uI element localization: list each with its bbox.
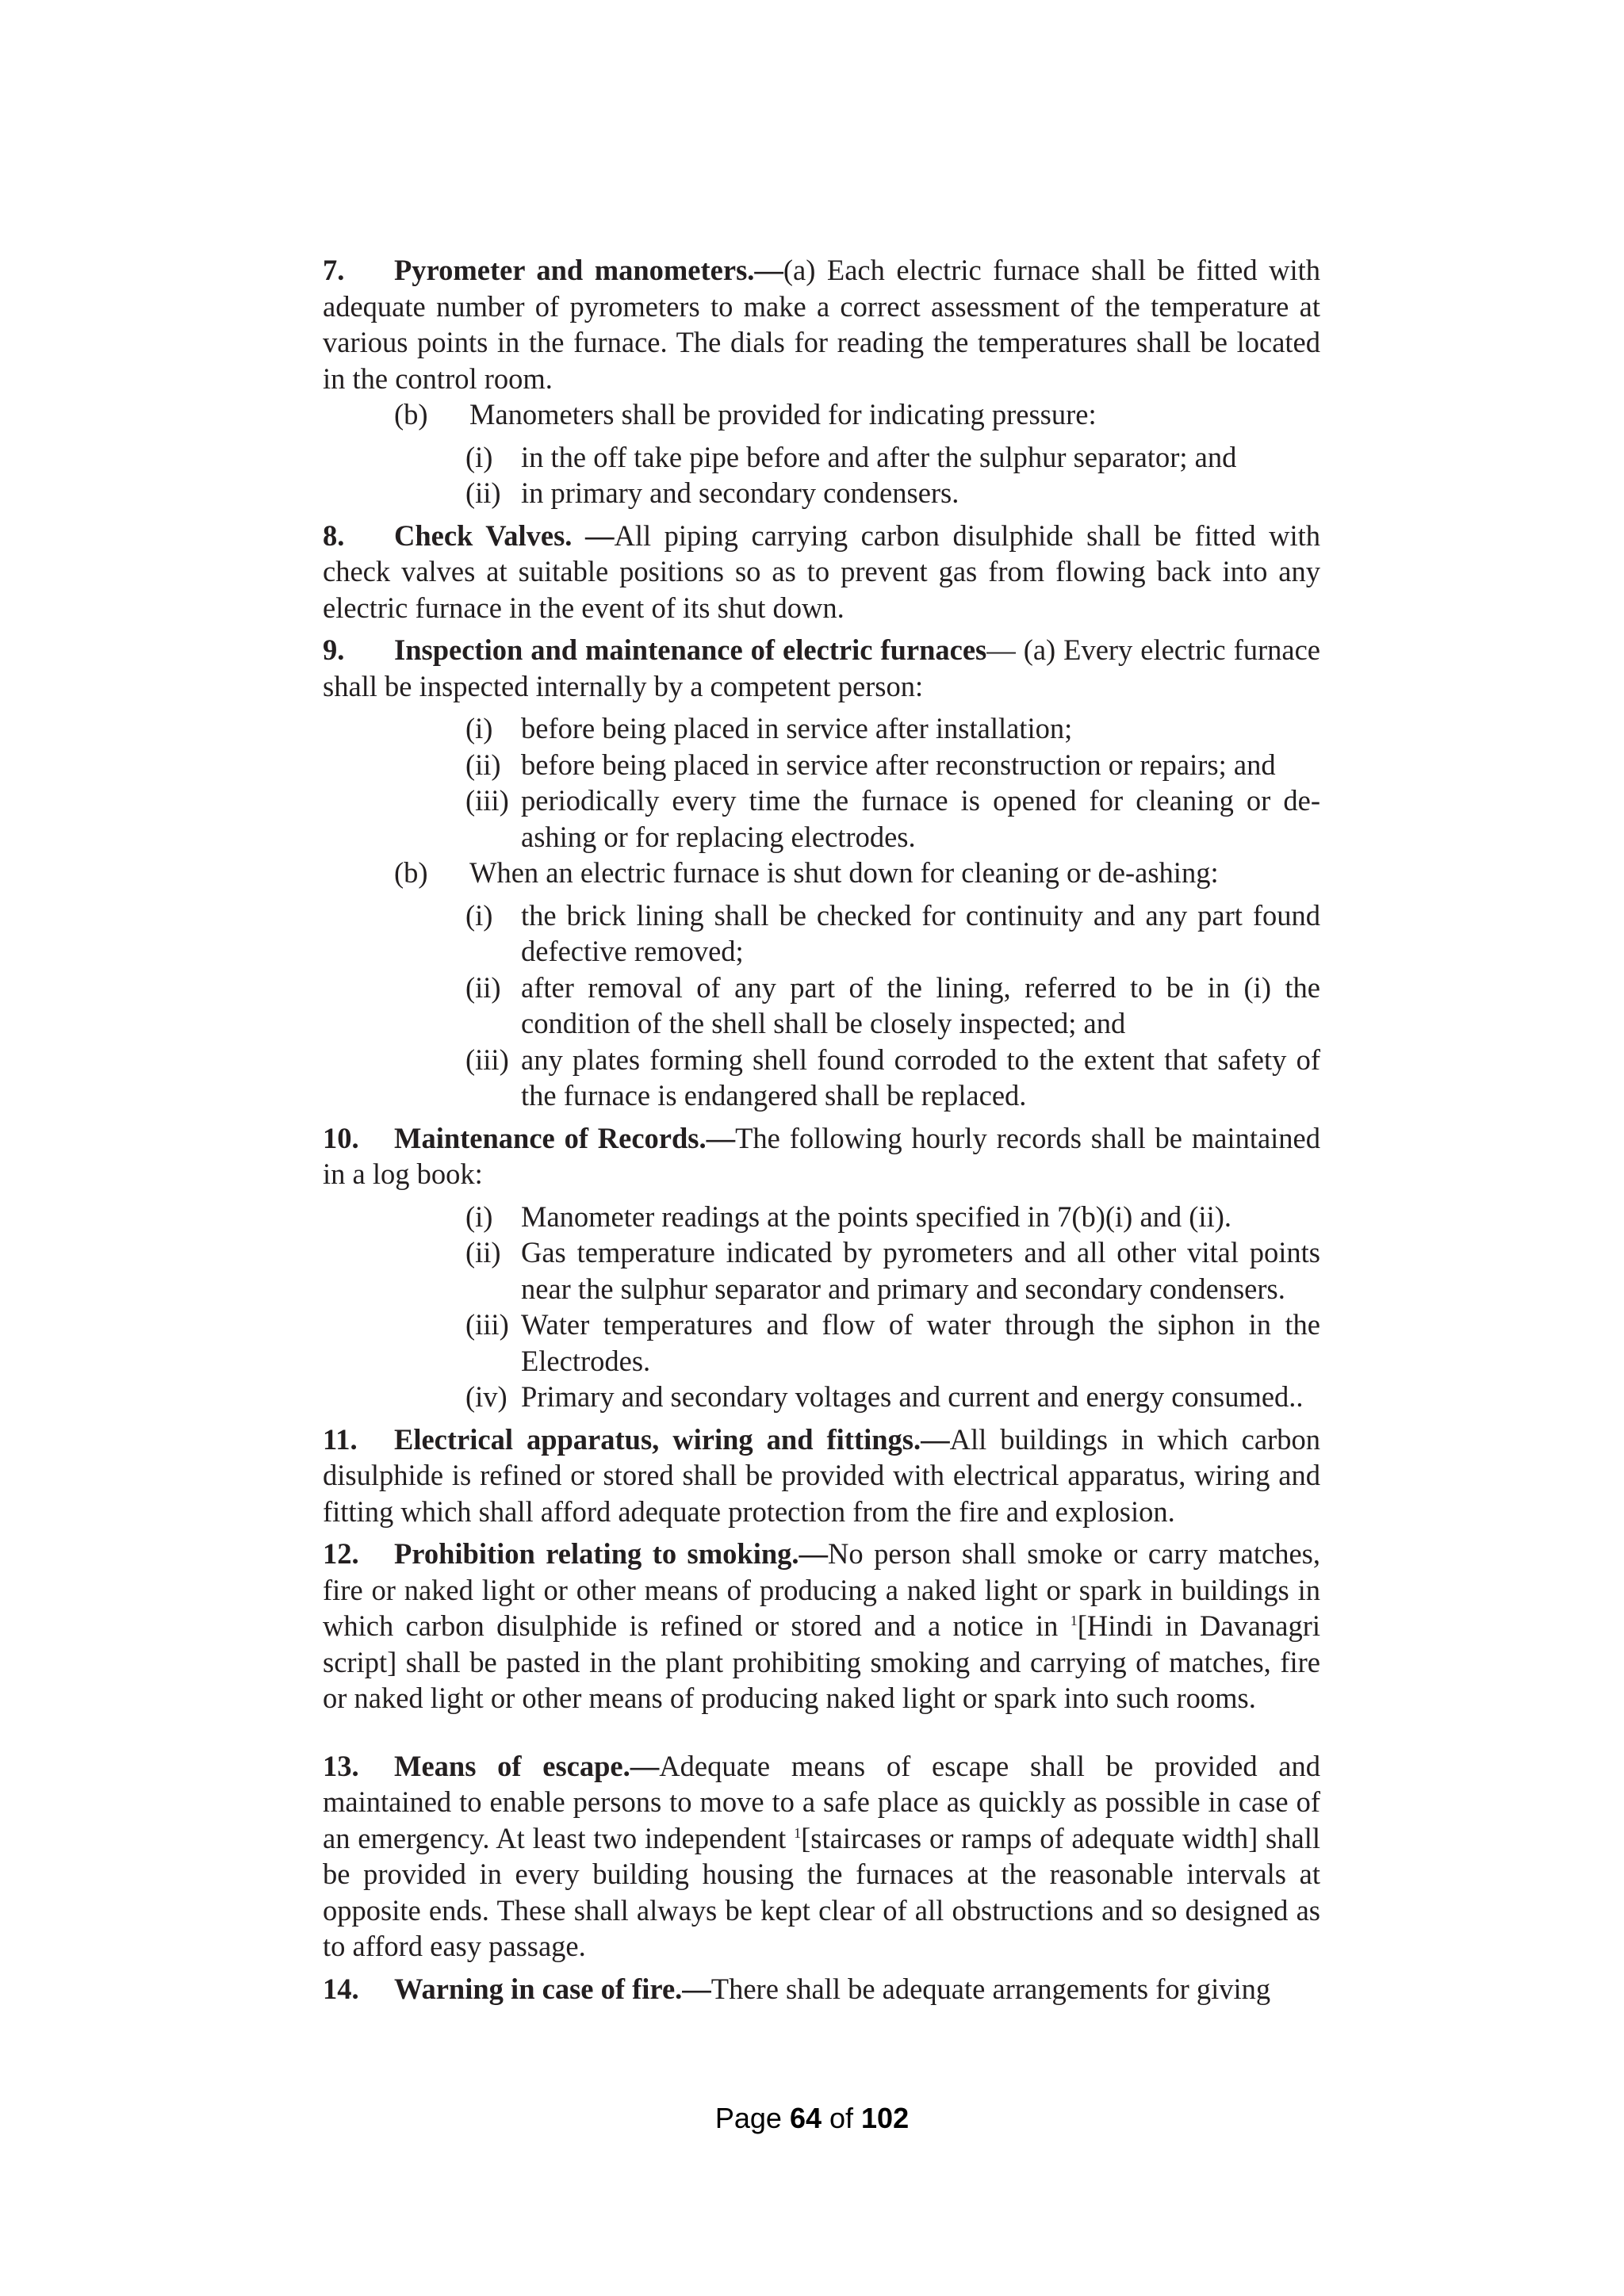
item-text: after removal of any part of the lining, referred to be in (i) the condition of the shell shall be closely inspected; and — [521, 970, 1320, 1039]
section-body-continued: [Hindi in Davanagri script] shall be pasted in the plant prohibiting smoking and carrying of matches, fire or naked light or other means of producing naked light or spark into such rooms. — [323, 1609, 1320, 1714]
section-body: All piping carrying carbon disulphide shall be fitted with check valves at suitable positions so as to prevent gas from flowing back into any electric furnace in the event of its shut down. — [323, 519, 1320, 624]
sub-label: (b) — [394, 856, 428, 889]
section-body-continued: [staircases or ramps of adequate width] shall be provided in every building housing the furnaces at the reasonable intervals at opposite ends. These shall always be kept clear of all obstructions and so designed as to afford easy passage. — [323, 1821, 1320, 1962]
section-7-paragraph — [323, 252, 1320, 396]
page-of-label: of — [822, 2102, 862, 2134]
section-number: 14. — [323, 1972, 359, 2005]
section-9-a-list — [323, 710, 1320, 855]
item-label: (ii) — [465, 970, 501, 1004]
section-11-paragraph — [323, 1422, 1320, 1530]
item-text: before being placed in service after installation; — [521, 712, 1073, 744]
section-9-paragraph — [323, 632, 1320, 704]
item-label: (i) — [465, 898, 493, 932]
section-7 — [323, 252, 1320, 511]
item-label: (iii) — [465, 784, 509, 817]
item-label: (i) — [465, 440, 493, 473]
section-title: Check Valves. — — [394, 519, 615, 552]
section-number: 8. — [323, 519, 345, 552]
section-title: Electrical apparatus, wiring and fittings.— — [394, 1422, 950, 1456]
section-title: Means of escape.— — [394, 1749, 660, 1782]
section-7-list — [323, 439, 1320, 511]
section-14-paragraph — [323, 1971, 1320, 2007]
total-page-count: 102 — [861, 2102, 910, 2134]
list-item — [323, 710, 1320, 747]
item-text: the brick lining shall be checked for continuity and any part found defective removed; — [521, 898, 1320, 967]
footnote-marker: 1 — [794, 1824, 802, 1841]
section-9 — [323, 632, 1320, 1114]
section-9-sub-b — [323, 855, 1320, 891]
section-13-paragraph — [323, 1748, 1320, 1965]
section-12-paragraph — [323, 1536, 1320, 1716]
section-number: 10. — [323, 1121, 359, 1154]
list-item — [323, 747, 1320, 783]
section-body: No person shall smoke or carry matches, fire or naked light or other means of producing a naked light or spark in buildings in which carbon disulphide is refined or stored and a notice in — [323, 1537, 1321, 1642]
page-content — [323, 252, 1320, 2013]
item-label: (ii) — [465, 476, 501, 509]
section-14 — [323, 1971, 1320, 2007]
footnote-marker: 1 — [1070, 1612, 1078, 1628]
section-7-sub-b — [323, 396, 1320, 433]
section-number: 12. — [323, 1537, 359, 1570]
page-footer — [0, 2101, 1624, 2136]
section-12 — [323, 1536, 1320, 1716]
item-label: (iii) — [465, 1043, 509, 1076]
list-item — [323, 783, 1320, 855]
item-text: Water temperatures and flow of water through the siphon in the Electrodes. — [521, 1308, 1320, 1377]
section-body: The following hourly records shall be maintained in a log book: — [323, 1121, 1320, 1190]
section-9-b-list — [323, 897, 1320, 1114]
section-number: 13. — [323, 1749, 359, 1782]
item-label: (i) — [465, 712, 493, 744]
page-label: Page — [714, 2102, 790, 2134]
item-text: Gas temperature indicated by pyrometers and all other vital points near the sulphur separator and primary and secondary condensers. — [521, 1236, 1320, 1305]
item-text: in the off take pipe before and after the sulphur separator; and — [521, 440, 1237, 473]
list-item — [323, 1234, 1320, 1307]
item-text: periodically every time the furnace is opened for cleaning or de-ashing or for replacing electrodes. — [521, 784, 1320, 853]
section-body: (a) Each electric furnace shall be fitted with adequate number of pyrometers to make a correct assessment of the temperature at various points in the furnace. The dials for reading the temperatures shall be located in the control room. — [323, 254, 1320, 395]
sub-text: When an electric furnace is shut down for cleaning or de-ashing: — [469, 856, 1219, 889]
section-body: There shall be adequate arrangements for giving — [710, 1972, 1271, 2005]
section-body: All buildings in which carbon disulphide is refined or stored shall be provided with electrical apparatus, wiring and fitting which shall afford adequate protection from the fire and explosion. — [323, 1422, 1320, 1528]
item-label: (ii) — [465, 748, 501, 781]
section-title: Maintenance of Records.— — [394, 1121, 736, 1154]
section-8-paragraph — [323, 518, 1320, 626]
item-text: before being placed in service after reconstruction or repairs; and — [521, 748, 1276, 781]
list-item — [323, 475, 1320, 511]
list-item — [323, 970, 1320, 1042]
list-item — [323, 1379, 1320, 1415]
section-title: Inspection and maintenance of electric furnaces — [394, 633, 987, 666]
section-title: Prohibition relating to smoking.— — [394, 1537, 829, 1570]
section-number: 11. — [323, 1422, 358, 1456]
sub-label: (b) — [394, 398, 428, 430]
section-number: 9. — [323, 633, 345, 666]
list-item — [323, 1307, 1320, 1379]
section-title: Pyrometer and manometers.— — [394, 254, 783, 286]
item-text: in primary and secondary condensers. — [521, 476, 959, 509]
current-page-number: 64 — [789, 2102, 822, 2134]
list-item — [323, 897, 1320, 970]
list-item — [323, 1199, 1320, 1235]
sub-text: Manometers shall be provided for indicating pressure: — [469, 398, 1097, 430]
item-text: any plates forming shell found corroded to the extent that safety of the furnace is endangered shall be replaced. — [521, 1043, 1320, 1112]
list-item — [323, 439, 1320, 476]
section-11 — [323, 1422, 1320, 1530]
section-10 — [323, 1120, 1320, 1415]
item-label: (iii) — [465, 1308, 509, 1341]
item-label: (ii) — [465, 1236, 501, 1269]
section-body: — (a) Every electric furnace shall be inspected internally by a competent person: — [323, 633, 1320, 702]
section-10-list — [323, 1199, 1320, 1415]
section-title: Warning in case of fire.— — [394, 1972, 711, 2005]
item-label: (iv) — [465, 1380, 508, 1413]
item-text: Manometer readings at the points specified in 7(b)(i) and (ii). — [521, 1200, 1231, 1233]
list-item — [323, 1042, 1320, 1114]
section-13 — [323, 1748, 1320, 1965]
section-body: Adequate means of escape shall be provided and maintained to enable persons to move to a safe place as quickly as possible in case of an emergency. At least two independent — [323, 1749, 1320, 1854]
section-8 — [323, 518, 1320, 626]
item-label: (i) — [465, 1200, 493, 1233]
section-number: 7. — [323, 254, 345, 286]
section-10-paragraph — [323, 1120, 1320, 1192]
item-text: Primary and secondary voltages and current and energy consumed.. — [521, 1380, 1304, 1413]
